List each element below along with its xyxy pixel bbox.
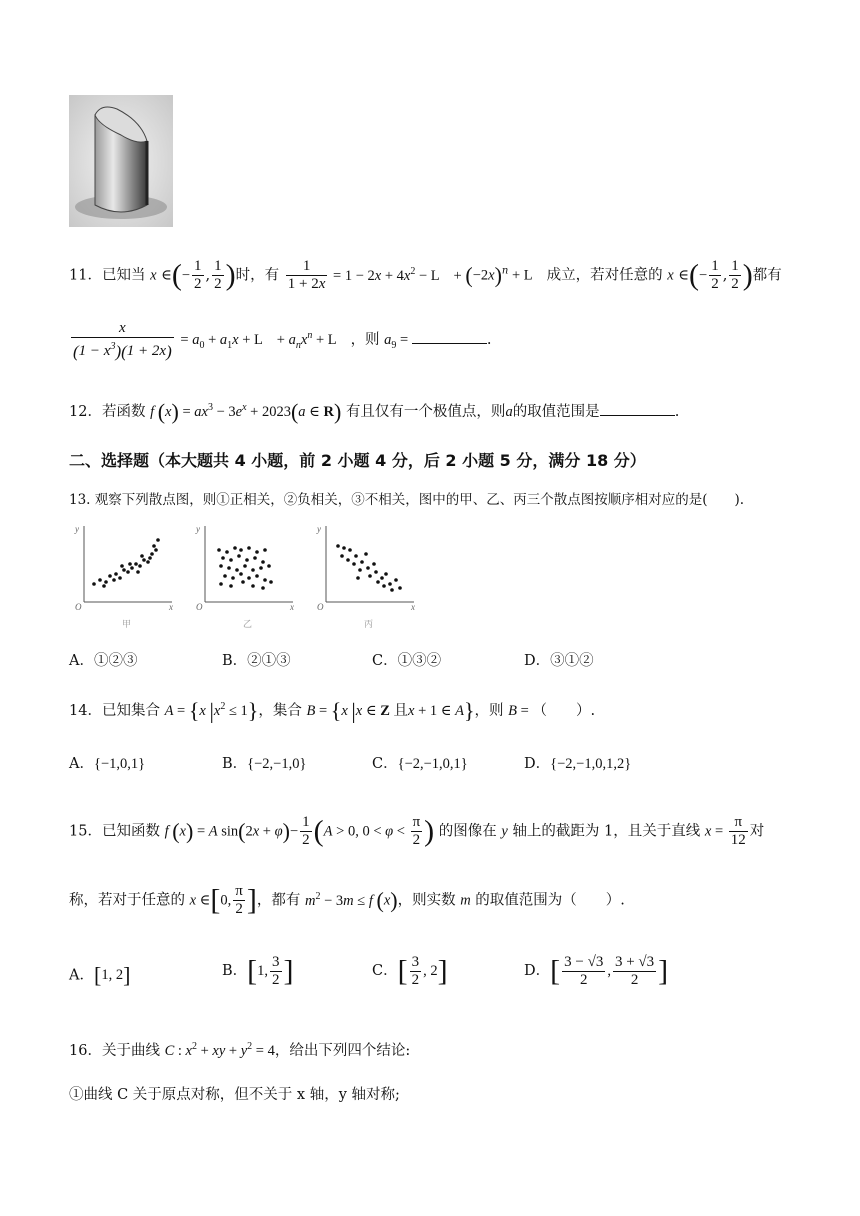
scatter-point xyxy=(376,580,380,584)
scatter-point xyxy=(130,566,134,570)
scatter-point xyxy=(261,560,265,564)
caption-bing: 丙 xyxy=(364,620,374,630)
q15-option-b-value: [1, $\frac{3}{2}$ ] xyxy=(247,954,294,988)
q16-text-2: ，给出下列四个结论: xyxy=(274,1042,411,1059)
q14-option-a-value: {−1,0,1} xyxy=(93,756,146,772)
scatter-point xyxy=(241,580,245,584)
q11-text-2: 时，有 xyxy=(235,267,280,284)
scatter-point xyxy=(380,576,384,580)
q15-option-a-label: A． xyxy=(69,967,94,984)
q16-number: 16． xyxy=(69,1042,102,1059)
scatter-point xyxy=(356,576,360,580)
q11-text-4: 都有 xyxy=(752,267,782,284)
q15-text-4: 对 xyxy=(749,823,765,840)
scatter-point xyxy=(102,584,106,588)
q15-text-2: 的图像在 xyxy=(438,823,497,840)
scatter-point xyxy=(104,580,108,584)
q11-line2: $\frac{x}{(1 - x^3)(1 + 2x)}$ = $a_0 + a_1x + L$ + $a_nx^n + L$ ，则 $a_9$ = . xyxy=(73,320,492,362)
scatter-point xyxy=(229,584,233,588)
scatter-plot-yi xyxy=(195,524,294,630)
q16-line: 16．关于曲线 C : $x^2$ + xy + $y^2 = 4$，给出下列四个结论: xyxy=(69,1041,411,1059)
scatter-point xyxy=(231,576,235,580)
q15-option-b-label: B． xyxy=(222,962,248,979)
scatter-point xyxy=(128,562,132,566)
q14-text-3: ，则 xyxy=(474,702,504,719)
scatter-point xyxy=(92,582,96,586)
scatter-point xyxy=(251,584,255,588)
q12-line: 12．若函数 f $(x) = ax^3 - 3e^x + 2023(a$ ∈ R) 有且仅有一个极值点，则a的取值范围是 . xyxy=(69,398,680,424)
q13-option-d[interactable]: D．③①② xyxy=(524,653,594,669)
scatter-point xyxy=(255,574,259,578)
scatter-point xyxy=(263,578,267,582)
cylinder-sketch-image xyxy=(69,95,173,227)
scatter-point xyxy=(122,568,126,572)
q15-text-1: 已知函数 xyxy=(101,823,160,840)
scatter-point xyxy=(245,558,249,562)
scatter-point xyxy=(243,564,247,568)
scatter-point xyxy=(247,546,251,550)
scatter-point xyxy=(364,552,368,556)
q11-text-1: 已知当 xyxy=(101,267,146,284)
scatter-point xyxy=(388,582,392,586)
scatter-point xyxy=(368,574,372,578)
q15-option-d-label: D． xyxy=(524,962,551,979)
scatter-point xyxy=(154,548,158,552)
scatter-point xyxy=(267,564,271,568)
scatter-point xyxy=(219,564,223,568)
q12-a: a xyxy=(505,403,513,420)
q15-text-3: 轴上的截距为 1，且关于直线 xyxy=(512,823,701,840)
scatter-point xyxy=(237,554,241,558)
scatter-point xyxy=(251,568,255,572)
scatter-point xyxy=(108,574,112,578)
q15-option-c-label: C． xyxy=(372,962,398,979)
q14-option-d-label: D． xyxy=(524,756,551,772)
q13-option-b[interactable]: B．②①③ xyxy=(222,653,291,669)
q13-option-c[interactable]: C．①③② xyxy=(372,653,442,669)
q14-text-1: 已知集合 xyxy=(101,702,160,719)
caption-yi: 乙 xyxy=(243,620,253,630)
q14-option-d[interactable] xyxy=(524,752,631,773)
scatter-point xyxy=(354,554,358,558)
q15-text-6: ，都有 xyxy=(256,892,301,909)
q15-text-8: 的取值范围为（ ）. xyxy=(475,892,625,909)
scatter-point xyxy=(360,560,364,564)
q14-option-a-label: A． xyxy=(69,756,94,772)
scatter-point xyxy=(255,550,259,554)
scatter-point xyxy=(152,544,156,548)
scatter-point xyxy=(394,578,398,582)
scatter-point xyxy=(138,564,142,568)
q15-option-a[interactable] xyxy=(69,963,130,989)
svg-text:O: O xyxy=(317,602,324,612)
q16-conclusion-1: ①曲线 C 关于原点对称，但不关于 x 轴，y 轴对称; xyxy=(69,1087,400,1103)
scatter-point xyxy=(146,560,150,564)
q11-text-5: ，则 xyxy=(350,332,380,349)
q15-number: 15． xyxy=(69,823,102,840)
q11-line1: 11．已知当 x ∈(− $\frac{1}{2}$ , $\frac{1}{2}$ )时，有 $\frac{1}{1 + 2x}$ = $1 - 2x + 4x^2 - L$ + $(-2x)^n + L$ 成立，若对任意的 x ∈(− $\frac{1}{2}$ , $\frac{1}{2}$ )都有 xyxy=(69,258,782,292)
svg-text:O: O xyxy=(75,602,82,612)
scatter-point xyxy=(239,572,243,576)
q14-option-b-value: {−2,−1,0} xyxy=(247,756,307,772)
scatter-point xyxy=(114,572,118,576)
scatter-point xyxy=(156,538,160,542)
scatter-point xyxy=(390,588,394,592)
scatter-point xyxy=(336,544,340,548)
scatter-point xyxy=(263,548,267,552)
scatter-point xyxy=(239,548,243,552)
scatter-point xyxy=(112,578,116,582)
q15-line1: 15．已知函数 f (x) = A sin(2x + φ)− $\frac{1}{2}$ (A > 0, 0 < φ < $\frac{\pi}{2}$ ) 的图像在 y 轴上的截距为 1，且关于直线 x = $\frac{\pi}{12}$ 对 xyxy=(69,814,765,848)
q14-option-a[interactable] xyxy=(69,752,145,773)
q15-option-d[interactable] xyxy=(524,954,668,989)
scatter-plots-figure xyxy=(70,520,430,632)
q14-option-b[interactable] xyxy=(222,752,306,773)
q12-text-2: 有且仅有一个极值点，则 xyxy=(345,403,506,420)
scatter-point xyxy=(342,546,346,550)
scatter-point xyxy=(98,578,102,582)
scatter-point xyxy=(221,556,225,560)
q15-option-c[interactable] xyxy=(372,954,448,989)
scatter-point xyxy=(229,558,233,562)
q13-option-a[interactable]: A．①②③ xyxy=(69,653,138,669)
q15-option-c-value: [ $\frac{3}{2}$ , 2] xyxy=(397,954,448,988)
scatter-point xyxy=(223,574,227,578)
scatter-point xyxy=(118,576,122,580)
q15-text-7: ，则实数 xyxy=(397,892,456,909)
scatter-point xyxy=(126,570,130,574)
scatter-point xyxy=(140,554,144,558)
scatter-point xyxy=(366,566,370,570)
scatter-point xyxy=(235,568,239,572)
q15-option-b[interactable] xyxy=(222,954,294,989)
scatter-point xyxy=(120,564,124,568)
q14-option-b-label: B． xyxy=(222,756,248,772)
caption-jia: 甲 xyxy=(122,620,132,630)
scatter-point xyxy=(352,562,356,566)
svg-text:x: x xyxy=(411,602,415,612)
scatter-point xyxy=(372,562,376,566)
scatter-point xyxy=(225,550,229,554)
q14-text-4: （ ）. xyxy=(532,702,596,719)
scatter-plot-bing xyxy=(316,524,415,630)
q14-number: 14． xyxy=(69,702,102,719)
section-2-heading: 二、选择题（本大题共 4 小题，前 2 小题 4 分，后 2 小题 5 分，满分 18 分） xyxy=(69,451,646,470)
scatter-point xyxy=(253,556,257,560)
svg-text:x: x xyxy=(290,602,294,612)
scatter-point xyxy=(358,568,362,572)
scatter-plot-jia xyxy=(74,524,173,630)
scatter-point xyxy=(150,552,154,556)
scatter-point xyxy=(219,582,223,586)
q11-number: 11． xyxy=(69,267,102,284)
q15-option-d-value: [ $\frac{3 - √3}{2}$ , $\frac{3 + √3}{2}$ ] xyxy=(550,954,669,988)
scatter-point xyxy=(259,566,263,570)
svg-text:x: x xyxy=(169,602,173,612)
scatter-point xyxy=(398,586,402,590)
q14-line: 14．已知集合 A = {x $|x^2 \le 1$}，集合 B = {x |x ∈ Z 且x + 1 ∈ A}，则 B = （ ）. xyxy=(69,697,596,724)
q11-text-3: 成立，若对任意的 xyxy=(546,267,663,284)
scatter-point xyxy=(374,570,378,574)
scatter-point xyxy=(134,562,138,566)
q16-text-1: 关于曲线 xyxy=(101,1042,160,1059)
scatter-point xyxy=(384,572,388,576)
q12-end: . xyxy=(674,403,680,420)
svg-text:y: y xyxy=(317,524,321,534)
q14-text-2: ，集合 xyxy=(258,702,302,719)
scatter-point xyxy=(346,558,350,562)
q14-option-c-value: {−2,−1,0,1} xyxy=(397,756,468,772)
scatter-point xyxy=(340,554,344,558)
q13-question: 13. 观察下列散点图，则①正相关，②负相关，③不相关，图中的甲、乙、丙三个散点图按顺序相对应的是( ). xyxy=(69,492,745,508)
scatter-point xyxy=(136,570,140,574)
scatter-point xyxy=(142,558,146,562)
scatter-point xyxy=(348,548,352,552)
scatter-point xyxy=(382,584,386,588)
q11-end: . xyxy=(486,332,492,349)
svg-text:y: y xyxy=(196,524,200,534)
q12-text-1: 若函数 xyxy=(101,403,146,420)
scatter-point xyxy=(227,566,231,570)
q15-option-a-value: [1, 2] xyxy=(93,963,131,988)
q15-text-5: 称，若对于任意的 xyxy=(69,892,185,909)
scatter-point xyxy=(269,580,273,584)
scatter-point xyxy=(261,586,265,590)
q14-option-c[interactable] xyxy=(372,752,468,773)
q11-answer-blank[interactable] xyxy=(412,329,487,344)
q12-number: 12． xyxy=(69,403,102,420)
scatter-point xyxy=(233,546,237,550)
q14-option-c-label: C． xyxy=(372,756,398,772)
q14-option-d-value: {−2,−1,0,1,2} xyxy=(550,756,632,772)
scatter-point xyxy=(217,548,221,552)
scatter-point xyxy=(247,576,251,580)
svg-text:O: O xyxy=(196,602,203,612)
q12-answer-blank[interactable] xyxy=(600,401,675,416)
scatter-point xyxy=(148,556,152,560)
svg-text:y: y xyxy=(75,524,79,534)
q15-line2: 称，若对于任意的 x ∈[0, $\frac{\pi}{2}$ ]，都有 $m^2 - 3m \le f$ (x)，则实数 m 的取值范围为（ ）. xyxy=(69,883,625,917)
q12-text-3: 的取值范围是 xyxy=(512,403,600,420)
